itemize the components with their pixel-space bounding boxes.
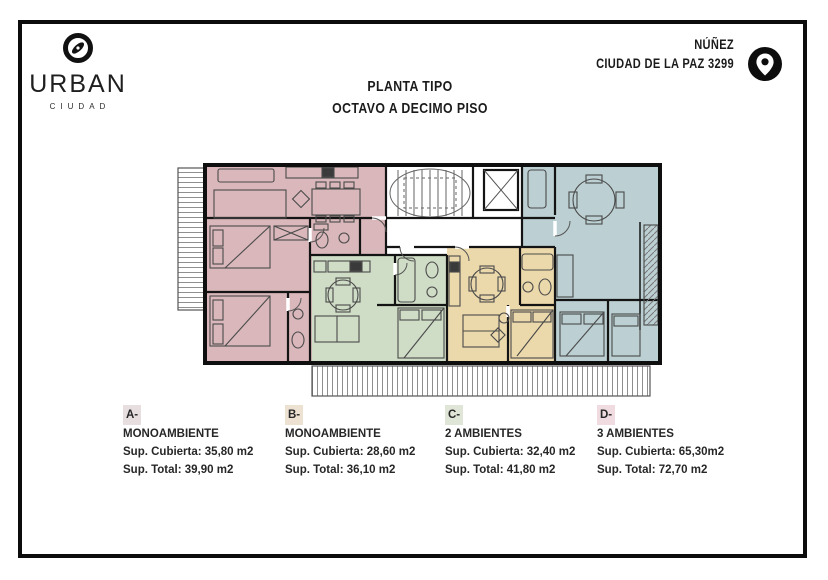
unit-d-id: D- — [597, 405, 615, 425]
unit-d-covered: Sup. Cubierta: 65,30m2 — [597, 446, 725, 458]
unit-a-type: MONOAMBIENTE — [123, 428, 219, 440]
unit-b-covered: Sup. Cubierta: 28,60 m2 — [285, 446, 416, 458]
map-pin-icon — [747, 46, 783, 82]
staircase — [390, 169, 470, 217]
unit-d-type: 3 AMBIENTES — [597, 428, 674, 440]
unit-a-total: Sup. Total: 39,90 m2 — [123, 464, 234, 476]
location-address: CIUDAD DE LA PAZ 3299 — [596, 56, 734, 71]
elevator — [484, 170, 518, 210]
unit-c-type: 2 AMBIENTES — [445, 428, 522, 440]
unit-b-type: MONOAMBIENTE — [285, 428, 381, 440]
unit-a-info — [123, 405, 281, 479]
unit-b-region — [312, 255, 447, 363]
unit-c-info — [445, 405, 603, 479]
unit-c-total: Sup. Total: 41,80 m2 — [445, 464, 556, 476]
unit-b-id: B- — [285, 405, 303, 425]
balcony-left — [178, 168, 205, 310]
brand-logo — [28, 33, 128, 111]
unit-a-id: A- — [123, 405, 141, 425]
floor-plan — [170, 148, 670, 400]
plan-title-line1: PLANTA TIPO — [367, 78, 453, 95]
location-block — [494, 35, 734, 73]
plan-title — [280, 76, 540, 120]
unit-a-covered: Sup. Cubierta: 35,80 m2 — [123, 446, 254, 458]
brand-name: URBAN — [29, 70, 127, 98]
unit-c-id: C- — [445, 405, 463, 425]
plan-title-line2: OCTAVO A DECIMO PISO — [332, 100, 488, 117]
unit-d-info — [597, 405, 755, 479]
location-neighborhood: NÚÑEZ — [694, 37, 734, 52]
compass-icon — [63, 33, 93, 63]
brand-subname: CIUDAD — [49, 102, 111, 111]
unit-d-total: Sup. Total: 72,70 m2 — [597, 464, 708, 476]
balcony-bottom — [312, 366, 650, 396]
unit-c-covered: Sup. Cubierta: 32,40 m2 — [445, 446, 576, 458]
unit-b-info — [285, 405, 443, 479]
unit-b-total: Sup. Total: 36,10 m2 — [285, 464, 396, 476]
